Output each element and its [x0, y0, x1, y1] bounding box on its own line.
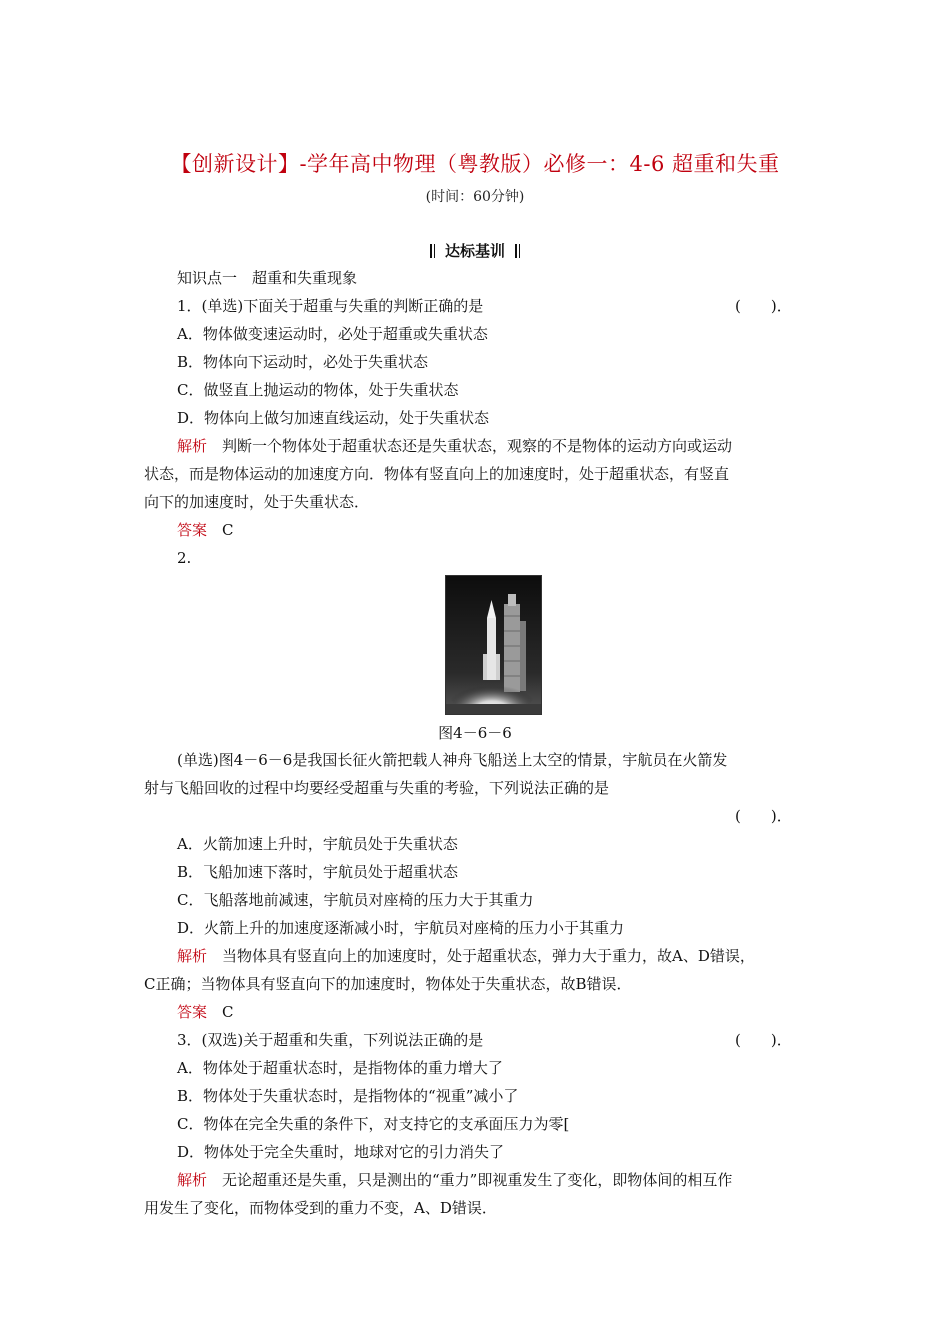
q2-stem-line1: (单选)图4－6－6是我国长征火箭把载人神舟飞船送上太空的情景，宇航员在火箭发 [177, 751, 728, 769]
q3-option-b: B．物体处于失重状态时，是指物体的“视重”减小了 [177, 1087, 519, 1105]
section-bar-right [515, 244, 520, 258]
section-heading-text: 达标基训 [444, 242, 505, 260]
q1-analysis-text1: 判断一个物体处于超重状态还是失重状态，观察的不是物体的运动方向或运动 [207, 437, 733, 455]
section-bar-left [430, 244, 435, 258]
q3-option-c: C．物体在完全失重的条件下，对支持它的支承面压力为零[ [177, 1115, 570, 1133]
q2-answer-line [177, 1002, 234, 1022]
q1-answer-label: 答案 [177, 521, 208, 539]
q2-option-c: C．飞船落地前减速，宇航员对座椅的压力大于其重力 [177, 891, 534, 909]
q1-stem: 1．(单选)下面关于超重与失重的判断正确的是 [177, 297, 484, 315]
rocket-launch-photo-icon [446, 576, 541, 714]
q1-answer-blank: ( )． [735, 297, 792, 315]
topic-heading: 知识点一 超重和失重现象 [177, 269, 358, 287]
q1-analysis-line3: 向下的加速度时，处于失重状态． [144, 493, 370, 511]
section-heading [0, 240, 950, 261]
q1-option-b: B．物体向下运动时，必处于失重状态 [177, 353, 429, 371]
q2-option-a: A．火箭加速上升时，宇航员处于失重状态 [177, 835, 458, 853]
q2-option-d: D．火箭上升的加速度逐渐减小时，宇航员对座椅的压力小于其重力 [177, 919, 625, 937]
q1-answer-line [177, 520, 234, 540]
q1-analysis-label: 解析 [177, 437, 208, 455]
q3-analysis-label: 解析 [177, 1171, 208, 1189]
q3-analysis-text1: 无论超重还是失重，只是测出的“重力”即视重发生了变化，即物体间的相互作 [207, 1171, 733, 1189]
q2-number: 2. [177, 549, 192, 567]
q2-analysis-text1: 当物体具有竖直向上的加速度时，处于超重状态，弹力大于重力，故A、D错误， [207, 947, 755, 965]
q2-figure-caption: 图4－6－6 [438, 724, 512, 742]
q1-analysis-line1 [177, 436, 732, 456]
q1-option-a: A．物体做变速运动时，必处于超重或失重状态 [177, 325, 488, 343]
q3-stem: 3．(双选)关于超重和失重，下列说法正确的是 [177, 1031, 484, 1049]
q3-option-a: A．物体处于超重状态时，是指物体的重力增大了 [177, 1059, 503, 1077]
q2-analysis-label: 解析 [177, 947, 208, 965]
q1-analysis-line2: 状态，而是物体运动的加速度方向．物体有竖直向上的加速度时，处于超重状态，有竖直 [144, 465, 730, 483]
q2-option-b: B．飞船加速下落时，宇航员处于超重状态 [177, 863, 459, 881]
q2-answer-blank: ( )． [735, 807, 792, 825]
q2-analysis-line1 [177, 946, 755, 966]
q3-analysis-line2: 用发生了变化，而物体受到的重力不变，A、D错误． [144, 1199, 497, 1217]
q1-option-c: C．做竖直上抛运动的物体，处于失重状态 [177, 381, 459, 399]
q2-stem-line2: 射与飞船回收的过程中均要经受超重与失重的考验，下列说法正确的是 [144, 779, 610, 797]
q3-option-d: D．物体处于完全失重时，地球对它的引力消失了 [177, 1143, 505, 1161]
q3-analysis-line1 [177, 1170, 732, 1190]
rocket-launch-figure [445, 575, 542, 715]
q2-answer-value: C [207, 1003, 234, 1021]
q2-analysis-line2: C正确；当物体具有竖直向下的加速度时，物体处于失重状态，故B错误． [144, 975, 632, 993]
q1-option-d: D．物体向上做匀加速直线运动，处于失重状态 [177, 409, 490, 427]
q1-answer-value: C [207, 521, 234, 539]
q3-answer-blank: ( )． [735, 1031, 792, 1049]
document-title: 【创新设计】-学年高中物理（粤教版）必修一：4-6 超重和失重 [170, 152, 780, 176]
q2-answer-label: 答案 [177, 1003, 208, 1021]
time-limit: (时间：60分钟) [425, 189, 525, 205]
